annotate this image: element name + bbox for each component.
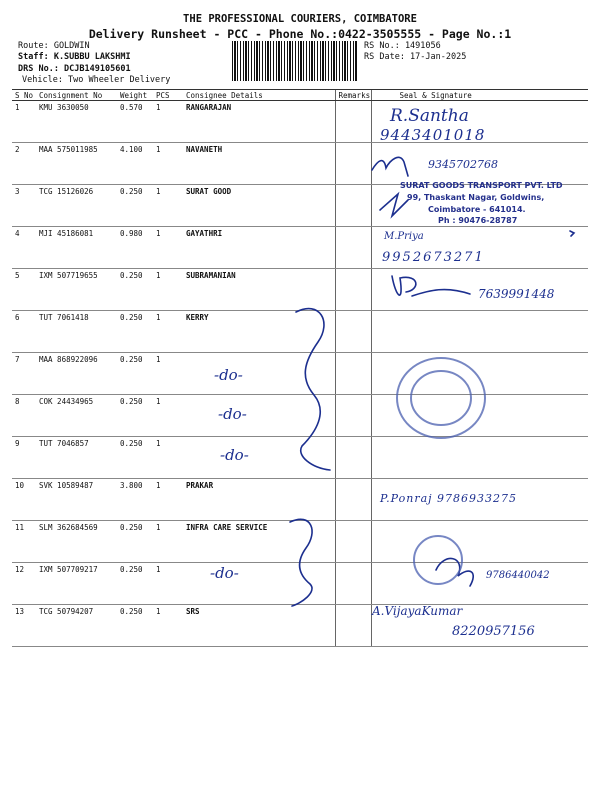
cell-weight: 0.250 — [117, 437, 153, 479]
signature-row-2 — [372, 157, 408, 176]
cell-weight: 0.250 — [117, 185, 153, 227]
cell-consignment: TUT 7061418 — [36, 311, 117, 353]
handwritten-name-row-4: M.Priya — [384, 231, 424, 242]
cell-consignment: TCG 50794207 — [36, 605, 117, 647]
cell-sno: 7 — [12, 353, 36, 395]
cell-weight: 3.800 — [117, 479, 153, 521]
rs-date: RS Date: 17-Jan-2025 — [364, 52, 467, 62]
handwritten-name-row-1: R.Santha — [390, 106, 469, 126]
cell-weight: 0.250 — [117, 563, 153, 605]
vehicle-label: Vehicle: Two Wheeler Delivery — [22, 75, 171, 85]
cell-consignee: INFRA CARE SERVICE — [183, 521, 335, 563]
company-stamp-line2: 99, Thaskant Nagar, Goldwins, — [407, 193, 545, 202]
company-stamp-line1: SURAT GOODS TRANSPORT PVT. LTD — [400, 181, 563, 190]
signature-row-5 — [392, 276, 470, 296]
cell-sno: 2 — [12, 143, 36, 185]
company-stamp-line3: Coimbatore - 641014. — [428, 205, 526, 214]
cell-pcs: 1 — [153, 101, 183, 143]
cell-pcs: 1 — [153, 437, 183, 479]
signature-row-3 — [380, 194, 408, 216]
cell-consignee: RANGARAJAN — [183, 101, 335, 143]
cell-consignee: SURAT GOOD — [183, 185, 335, 227]
col-header-remarks: Remarks — [335, 90, 371, 101]
drs-number: DRS No.: DCJB149105601 — [18, 64, 131, 74]
cell-pcs: 1 — [153, 227, 183, 269]
tick-mark-row-4 — [570, 231, 574, 236]
col-header-consignee: Consignee Details — [183, 90, 335, 101]
handwritten-phone-row-2: 9345702768 — [428, 158, 498, 171]
cell-consignee: NAVANETH — [183, 143, 335, 185]
cell-consignment: MAA 575011985 — [36, 143, 117, 185]
handwritten-signature-row-10: P.Ponraj 9786933275 — [380, 492, 518, 505]
ditto-mark-row-7: -do- — [214, 366, 243, 384]
cell-consignment: COK 24434965 — [36, 395, 117, 437]
staff-label: Staff: K.SUBBU LAKSHMI — [18, 52, 131, 62]
brace-rows-6-9 — [296, 309, 330, 470]
handwritten-phone-row-13: 8220957156 — [452, 624, 535, 639]
ditto-mark-row-9: -do- — [220, 446, 249, 464]
cell-consignment: SLM 362684569 — [36, 521, 117, 563]
handwritten-phone-row-12: 9786440042 — [486, 570, 550, 581]
cell-sno: 6 — [12, 311, 36, 353]
cell-weight: 4.100 — [117, 143, 153, 185]
cell-sno: 3 — [12, 185, 36, 227]
cell-consignment: IXM 507709217 — [36, 563, 117, 605]
handwritten-phone-row-5: 9952673271 — [382, 250, 485, 265]
cell-consignment: TUT 7046857 — [36, 437, 117, 479]
cell-consignee: GAYATHRI — [183, 227, 335, 269]
handwritten-name-row-13: A.VijayaKumar — [372, 604, 463, 618]
cell-weight: 0.980 — [117, 227, 153, 269]
company-stamp-line4: Ph : 90476-28787 — [438, 216, 518, 225]
cell-sno: 13 — [12, 605, 36, 647]
cell-weight: 0.570 — [117, 101, 153, 143]
col-header-sno: S No — [12, 90, 36, 101]
cell-pcs: 1 — [153, 311, 183, 353]
cell-sno: 5 — [12, 269, 36, 311]
handwritten-phone-row-1: 9443401018 — [380, 126, 486, 144]
cell-consignment: MJI 45186081 — [36, 227, 117, 269]
brace-rows-11-12 — [290, 519, 312, 606]
col-header-consignment: Consignment No — [36, 90, 117, 101]
ditto-mark-row-12: -do- — [210, 564, 239, 582]
cell-pcs: 1 — [153, 269, 183, 311]
cell-sno: 12 — [12, 563, 36, 605]
cell-sno: 11 — [12, 521, 36, 563]
cell-consignment: SVK 10589487 — [36, 479, 117, 521]
cell-pcs: 1 — [153, 185, 183, 227]
cell-consignee: PRAKAR — [183, 479, 335, 521]
col-header-weight: Weight — [117, 90, 153, 101]
cell-consignment: IXM 507719655 — [36, 269, 117, 311]
cell-weight: 0.250 — [117, 395, 153, 437]
cell-pcs: 1 — [153, 395, 183, 437]
cell-weight: 0.250 — [117, 269, 153, 311]
cell-weight: 0.250 — [117, 353, 153, 395]
cell-pcs: 1 — [153, 479, 183, 521]
cell-weight: 0.250 — [117, 521, 153, 563]
ditto-mark-row-8: -do- — [218, 405, 247, 423]
cell-pcs: 1 — [153, 353, 183, 395]
cell-consignment: MAA 868922096 — [36, 353, 117, 395]
cell-consignee: KERRY — [183, 311, 335, 353]
col-header-pcs: PCS — [153, 90, 183, 101]
cell-sno: 10 — [12, 479, 36, 521]
cell-pcs: 1 — [153, 563, 183, 605]
cell-pcs: 1 — [153, 521, 183, 563]
cell-consignment: TCG 15126026 — [36, 185, 117, 227]
cell-pcs: 1 — [153, 605, 183, 647]
cell-pcs: 1 — [153, 143, 183, 185]
cell-sno: 8 — [12, 395, 36, 437]
runsheet-subtitle: Delivery Runsheet - PCC - Phone No.:0422-3505555 - Page No.:1 — [88, 27, 512, 41]
cell-consignee: SRS — [183, 605, 335, 647]
rs-number: RS No.: 1491056 — [364, 41, 441, 51]
handwritten-phone2-row-5: 7639991448 — [478, 287, 555, 301]
signature-row-12 — [436, 559, 473, 586]
col-header-seal: Seal & Signature — [371, 90, 588, 101]
cell-sno: 9 — [12, 437, 36, 479]
cell-consignee: SUBRAMANIAN — [183, 269, 335, 311]
route-label: Route: GOLDWIN — [18, 41, 90, 51]
cell-sno: 1 — [12, 101, 36, 143]
cell-weight: 0.250 — [117, 605, 153, 647]
company-title: THE PROFESSIONAL COURIERS, COIMBATORE — [183, 13, 417, 25]
cell-sno: 4 — [12, 227, 36, 269]
cell-consignment: KMU 3630050 — [36, 101, 117, 143]
cell-weight: 0.250 — [117, 311, 153, 353]
